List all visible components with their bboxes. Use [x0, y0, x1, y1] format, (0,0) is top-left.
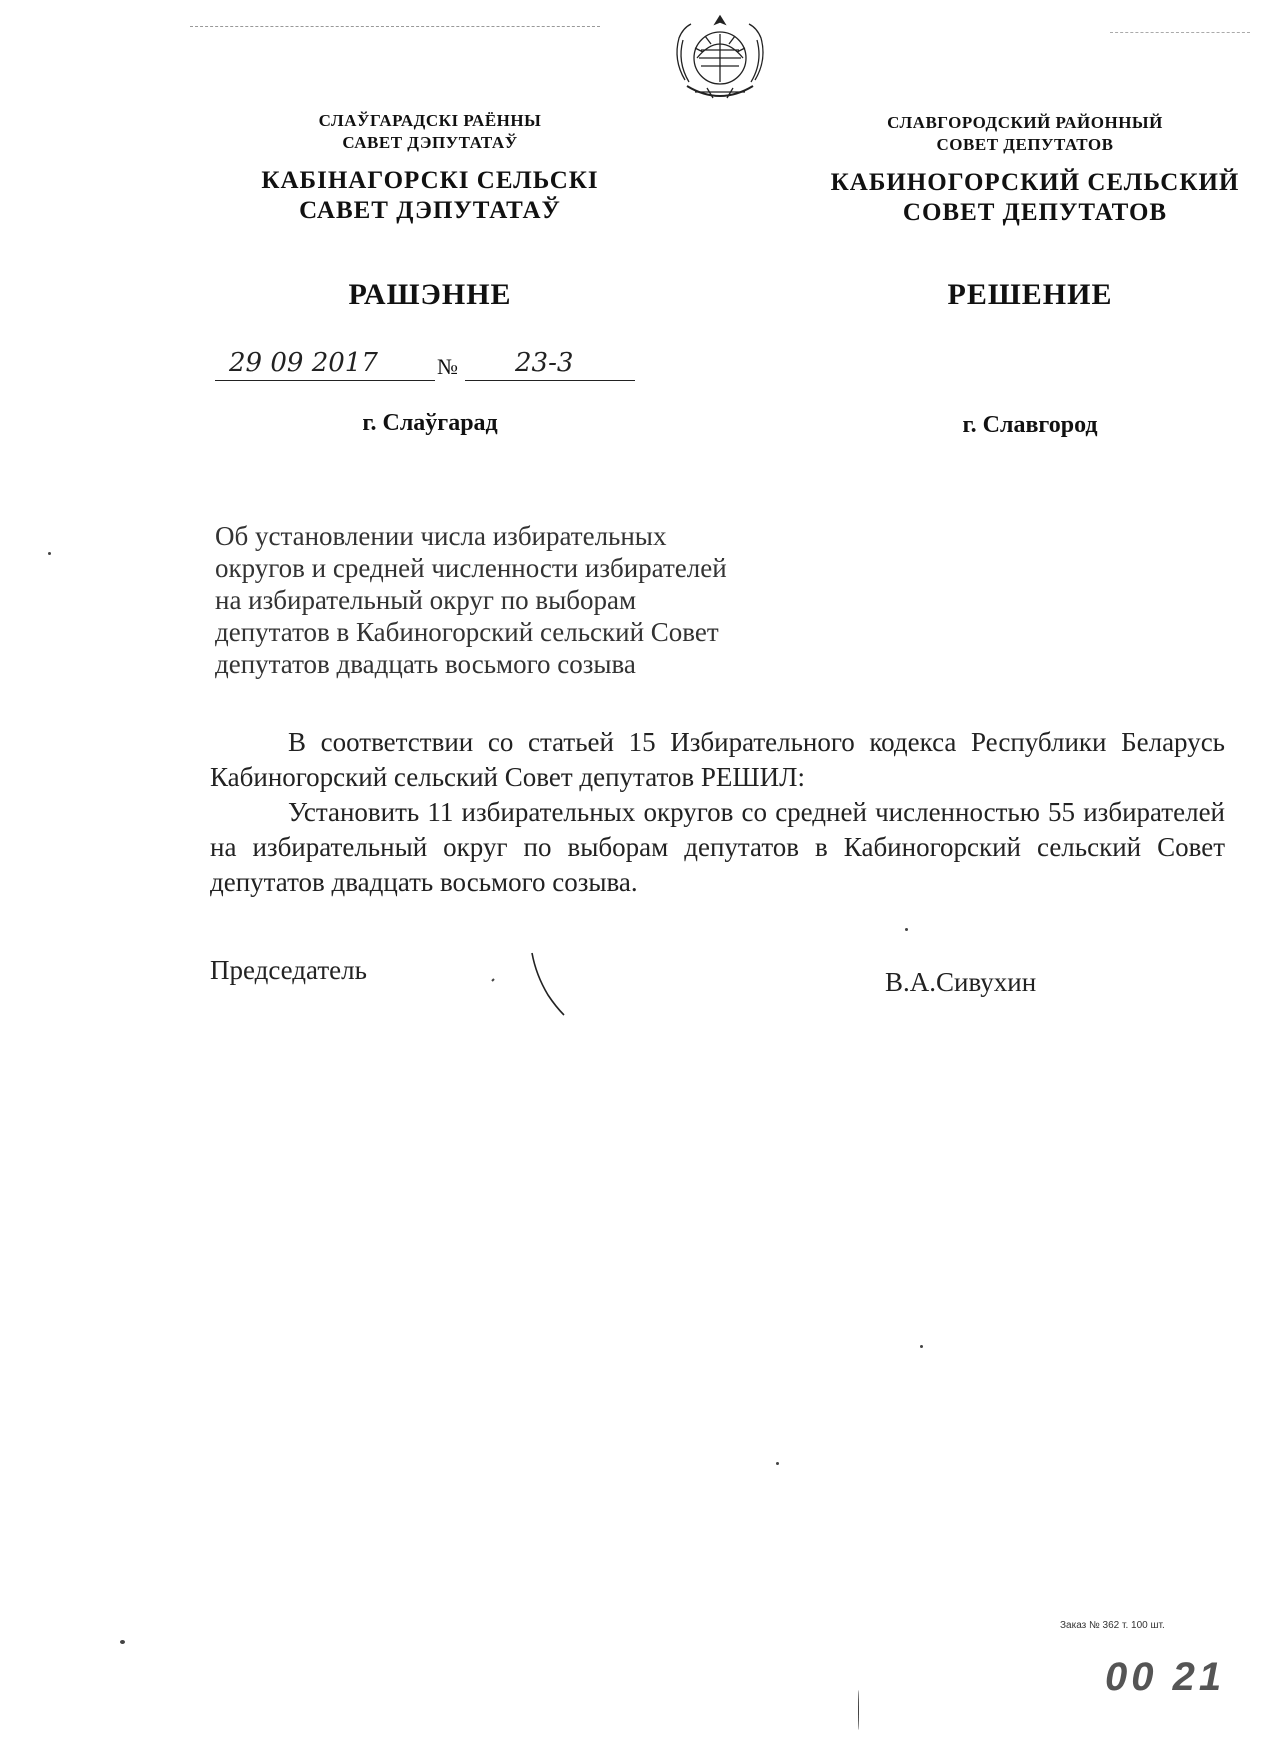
header-right-line2: СОВЕТ ДЕПУТАТОВ	[936, 135, 1114, 154]
handwritten-date: 29 09 2017	[229, 348, 378, 378]
subject-line: депутатов в Кабиногорский сельский Совет	[215, 617, 719, 647]
header-right-district	[855, 112, 1195, 156]
handwritten-number: 23-3	[515, 348, 574, 378]
decision-body	[210, 725, 1225, 900]
scan-speck	[858, 1690, 859, 1730]
city-right: г. Славгород	[962, 412, 1098, 438]
header-right-line1: СЛАВГОРОДСКИЙ РАЙОННЫЙ	[887, 113, 1163, 132]
date-underline	[215, 380, 435, 381]
print-order-note: Заказ № 362 т. 100 шт.	[1060, 1620, 1165, 1631]
scan-speck	[776, 1462, 779, 1465]
header-left-council	[225, 166, 635, 226]
body-paragraph-1: В соответствии со статьей 15 Избирательного кодекса Республики Беларусь Кабиногорский сельский Совет депутатов РЕШИЛ:	[210, 727, 1225, 792]
subject-line: округов и средней численности избирателей	[215, 553, 727, 583]
scan-speck	[120, 1640, 125, 1644]
header-left-line2: САВЕТ ДЭПУТАТАЎ	[342, 133, 518, 152]
subject-line: Об установлении числа избирательных	[215, 521, 667, 551]
body-paragraph-2: Установить 11 избирательных округов со средней численностью 55 избирателей на избирательный округ по выборам депутатов в Кабиногорский сельский Совет депутатов двадцать восьмого созыва.	[210, 797, 1225, 897]
handwritten-signature	[480, 945, 570, 1025]
scan-speck	[920, 1345, 923, 1348]
decision-subject	[215, 520, 835, 680]
signature-name: В.А.Сивухин	[885, 967, 1037, 997]
header-right-line3: КАБИНОГОРСКИЙ СЕЛЬСКИЙ	[830, 169, 1240, 196]
coat-of-arms-emblem	[665, 10, 775, 110]
scan-line-top-right	[1110, 32, 1250, 34]
number-underline	[465, 380, 635, 381]
header-left-title: РАШЭННЕ	[348, 278, 512, 311]
signature-role: Председатель	[210, 955, 367, 985]
date-number-line	[215, 348, 635, 382]
scan-speck	[48, 552, 51, 555]
header-right-line4: СОВЕТ ДЕПУТАТОВ	[902, 199, 1168, 226]
number-sign: №	[437, 354, 458, 379]
city-left: г. Слаўгарад	[362, 410, 498, 436]
header-right-title: РЕШЕНИЕ	[947, 278, 1113, 311]
header-right-council	[825, 168, 1245, 228]
scan-line-top	[190, 26, 600, 28]
header-left-line4: САВЕТ ДЭПУТАТАЎ	[299, 197, 561, 224]
subject-line: на избирательный округ по выборам	[215, 585, 637, 615]
header-left-line1: СЛАЎГАРАДСКІ РАЁННЫ	[318, 111, 542, 130]
stamp-number: 00 21	[1105, 1655, 1226, 1699]
subject-line: депутатов двадцать восьмого созыва	[215, 649, 636, 679]
header-left-line3: КАБІНАГОРСКІ СЕЛЬСКІ	[261, 167, 599, 194]
header-left-district	[260, 110, 600, 154]
scan-speck	[905, 928, 908, 931]
